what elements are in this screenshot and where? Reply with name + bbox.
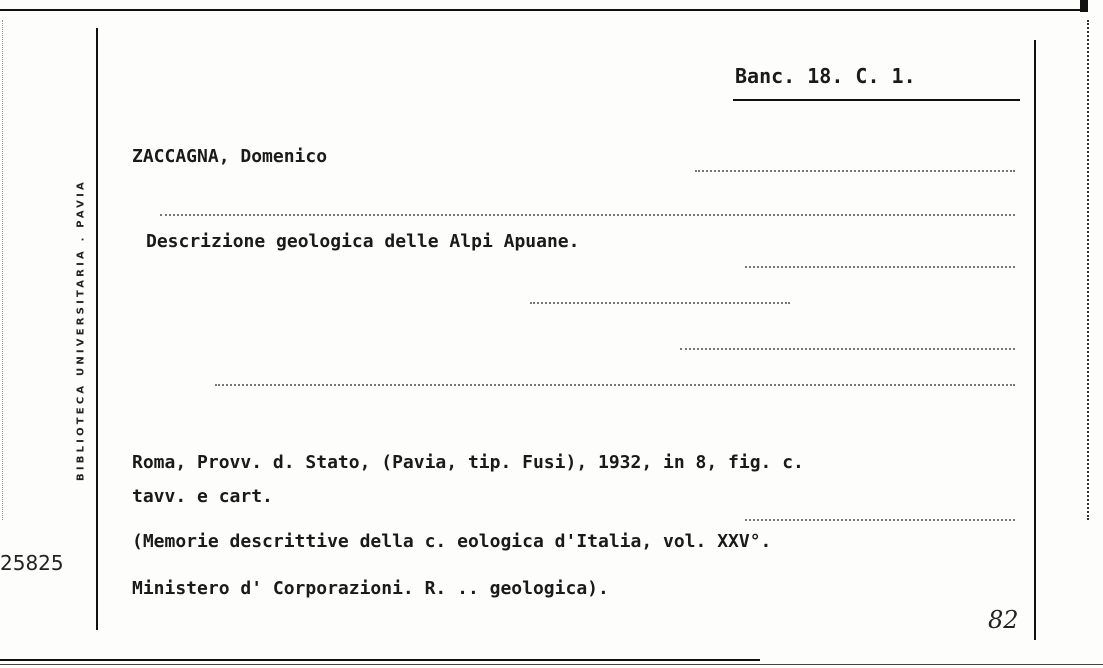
ruled-dotted-line (215, 384, 1015, 386)
perforated-edge (1087, 20, 1091, 520)
library-stamp: BIBLIOTECA UNIVERSITARIA . PAVIA (75, 179, 87, 481)
shelfmark: Banc. 18. C. 1. (735, 64, 916, 88)
bottom-edge (0, 664, 1103, 665)
inventory-number: 25825 (0, 551, 64, 575)
ruled-dotted-line (745, 266, 1015, 268)
imprint-line-2: tavv. e cart. (132, 486, 273, 507)
top-border (0, 9, 1085, 11)
corner-mark (1080, 0, 1088, 12)
handwritten-note: 82 (988, 606, 1019, 634)
ruled-dotted-line (745, 519, 1015, 521)
ruled-dotted-line (530, 302, 790, 304)
series-line-2: Ministero d' Corporazioni. R. .. geologica). (132, 578, 609, 599)
right-margin-rule (1034, 40, 1036, 640)
imprint-line-1: Roma, Provv. d. Stato, (Pavia, tip. Fusi), 1932, in 8, fig. c. (132, 452, 804, 473)
work-title: Descrizione geologica delle Alpi Apuane. (146, 231, 580, 252)
ruled-dotted-line (695, 170, 1015, 172)
author-heading: ZACCAGNA, Domenico (132, 146, 328, 167)
series-line-1: (Memorie descrittive della c. eologica d'Italia, vol. XXV°. (132, 531, 772, 552)
bottom-border (0, 659, 760, 661)
ruled-dotted-line (160, 214, 1015, 216)
shelfmark-underline (733, 99, 1020, 101)
left-margin-rule (96, 28, 98, 630)
left-edge (2, 20, 4, 520)
ruled-dotted-line (680, 348, 1015, 350)
